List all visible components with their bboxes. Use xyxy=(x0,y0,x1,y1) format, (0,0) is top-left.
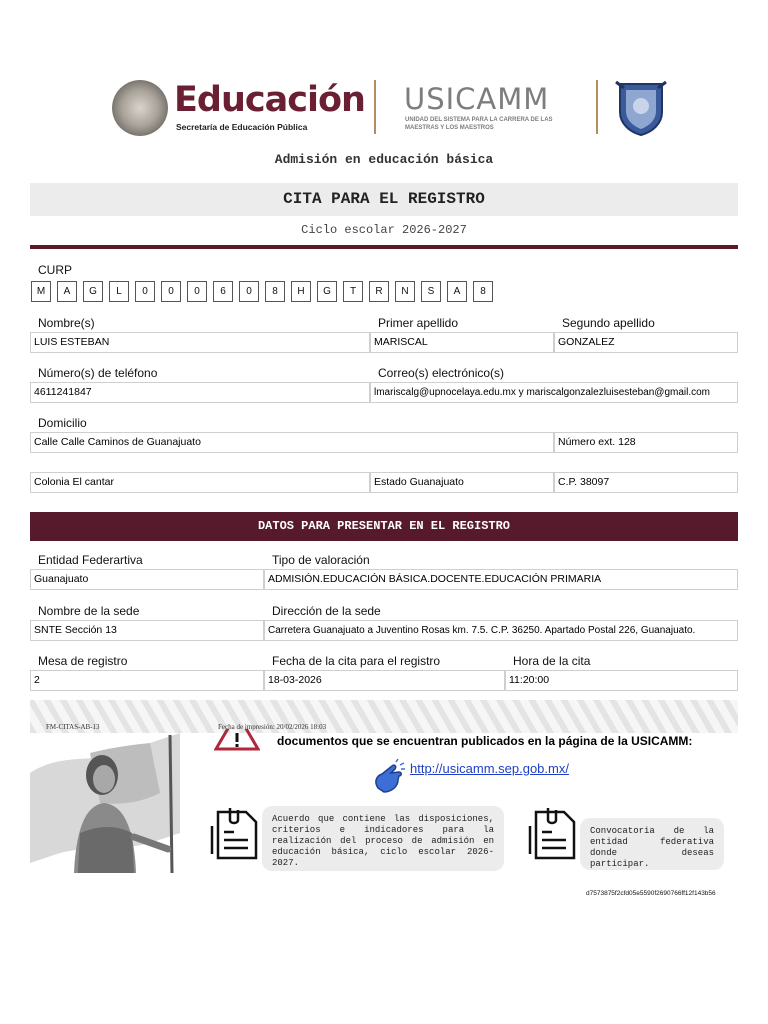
curp-char: S xyxy=(421,281,441,302)
curp-char: H xyxy=(291,281,311,302)
warning-icon xyxy=(214,729,260,751)
ciclo-escolar: Ciclo escolar 2026-2027 xyxy=(301,223,467,237)
document-icon xyxy=(210,806,262,862)
colonia-field: Colonia El cantar xyxy=(30,472,370,493)
curp-char: 8 xyxy=(473,281,493,302)
sede-field: SNTE Sección 13 xyxy=(30,620,264,641)
curp-char: G xyxy=(83,281,103,302)
telefono-field: 4611241847 xyxy=(30,382,370,403)
correo-field: lmariscalg@upnocelaya.edu.mx y mariscalgonzalezluisesteban@gmail.com xyxy=(370,382,738,403)
nombre-field: LUIS ESTEBAN xyxy=(30,332,370,353)
direccion-sede-field: Carretera Guanajuato a Juventino Rosas km. 7.5. C.P. 36250. Apartado Postal 226, Guanajuato. xyxy=(264,620,738,641)
brand-subtitle: Secretaría de Educación Pública xyxy=(176,122,308,132)
admision-title: Admisión en educación básica xyxy=(274,152,494,167)
curp-char: 0 xyxy=(161,281,181,302)
segundo-apellido-label: Segundo apellido xyxy=(562,316,655,330)
header xyxy=(112,78,672,138)
section-rule xyxy=(30,245,738,249)
curp-char: G xyxy=(317,281,337,302)
entidad-field: Guanajuato xyxy=(30,569,264,590)
acuerdo-bubble: Acuerdo que contiene las disposiciones, criterios e indicadores para la realización del proceso de admisión en educación básica, ciclo escolar 2026-2027. xyxy=(262,806,504,871)
hora-cita-field: 11:20:00 xyxy=(505,670,738,691)
curp-char: T xyxy=(343,281,363,302)
documentos-text: documentos que se encuentran publicados en la página de la USICAMM: xyxy=(277,734,693,748)
fecha-cita-label: Fecha de la cita para el registro xyxy=(272,654,441,668)
fecha-impresion: Fecha de impresión: 20/02/2026 18:03 xyxy=(218,723,327,731)
nombre-label: Nombre(s) xyxy=(38,316,95,330)
curp-char: 8 xyxy=(265,281,285,302)
cp-field: C.P. 38097 xyxy=(554,472,738,493)
woman-flag-illustration-icon xyxy=(30,733,180,873)
hora-cita-label: Hora de la cita xyxy=(513,654,591,668)
document-icon xyxy=(528,806,580,862)
document-hash: d7573875f2cfd05e5590f2690766ff12f143b56 xyxy=(586,890,716,897)
form-code: FM-CITAS-AB-13 xyxy=(46,723,100,731)
brand-title: Educación xyxy=(174,80,365,120)
calle-field: Calle Calle Caminos de Guanajuato xyxy=(30,432,554,453)
usicamm-subtitle: UNIDAD DEL SISTEMA PARA LA CARRERA DE LAS MAESTRAS Y LOS MAESTROS xyxy=(405,117,553,131)
curp-char: 6 xyxy=(213,281,233,302)
decorative-pattern xyxy=(30,700,738,733)
correo-label: Correo(s) electrónico(s) xyxy=(378,366,505,380)
curp-char: R xyxy=(369,281,389,302)
pointing-hand-icon xyxy=(372,758,408,794)
curp-char: A xyxy=(57,281,77,302)
mesa-field: 2 xyxy=(30,670,264,691)
fecha-cita-field: 18-03-2026 xyxy=(264,670,505,691)
sede-label: Nombre de la sede xyxy=(38,604,140,618)
domicilio-label: Domicilio xyxy=(38,416,87,430)
datos-registro-band: DATOS PARA PRESENTAR EN EL REGISTRO xyxy=(30,512,738,541)
state-shield-icon xyxy=(614,78,668,136)
mesa-label: Mesa de registro xyxy=(38,654,128,668)
curp-char: 0 xyxy=(135,281,155,302)
primer-apellido-field: MARISCAL xyxy=(370,332,554,353)
curp-char: L xyxy=(109,281,129,302)
estado-field: Estado Guanajuato xyxy=(370,472,554,493)
tipo-valoracion-field: ADMISIÓN.EDUCACIÓN BÁSICA.DOCENTE.EDUCACIÓN PRIMARIA xyxy=(264,569,738,590)
tipo-valoracion-label: Tipo de valoración xyxy=(272,553,370,567)
curp-char: M xyxy=(31,281,51,302)
mexico-seal-icon xyxy=(112,80,168,136)
usicamm-link[interactable]: http://usicamm.sep.gob.mx/ xyxy=(410,761,569,776)
segundo-apellido-field: GONZALEZ xyxy=(554,332,738,353)
header-divider xyxy=(596,80,598,134)
curp-label: CURP xyxy=(38,263,73,277)
numero-ext-field: Número ext. 128 xyxy=(554,432,738,453)
usicamm-title: USICAMM xyxy=(404,82,550,116)
curp-char: 0 xyxy=(239,281,259,302)
entidad-label: Entidad Federartiva xyxy=(38,553,143,567)
curp-char: A xyxy=(447,281,467,302)
page-title: CITA PARA EL REGISTRO xyxy=(30,183,738,216)
convocatoria-bubble: Convocatoria de la entidad federativa donde deseas participar. xyxy=(580,818,724,870)
curp-char: N xyxy=(395,281,415,302)
curp-char: 0 xyxy=(187,281,207,302)
primer-apellido-label: Primer apellido xyxy=(378,316,459,330)
header-divider xyxy=(374,80,376,134)
telefono-label: Número(s) de teléfono xyxy=(38,366,158,380)
direccion-sede-label: Dirección de la sede xyxy=(272,604,381,618)
